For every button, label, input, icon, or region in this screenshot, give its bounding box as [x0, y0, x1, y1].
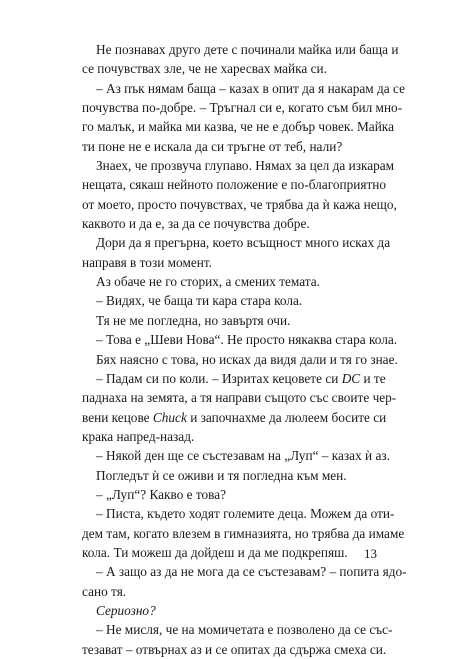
text-line: каквото и да е, за да се почувства добре. [82, 216, 310, 232]
text-line: паднаха на земята, а тя направи същото със своите чер- [82, 390, 397, 406]
text-line [82, 408, 387, 427]
text-line: почувства по-добре. – Тръгнал си е, когато съм бил мно- [82, 100, 403, 116]
text-line: ти поне не е искала да си тръгне от теб, нали? [82, 138, 343, 154]
text-line: дем там, когато влезем в гимназията, но трябва да имаме [82, 525, 405, 541]
text-line: го малък, и майка ми казва, че не е добър човек. Майка [82, 119, 394, 135]
text-span: и започнахме да люлеем босите си [186, 409, 387, 425]
text-line: от моето, просто почувствах, че трябва да ѝ кажа нещо, [82, 196, 397, 212]
text-line: тезават – отвърнах аз и се опитах да сдържа смеха си. [82, 641, 387, 657]
text-line: Не познавах друго дете с починали майка или баща и [96, 42, 399, 57]
italic-text: DC [341, 370, 361, 386]
text-span: и те [360, 370, 386, 386]
text-line: Тя не ме погледна, но завъртя очи. [96, 312, 291, 328]
text-line [82, 369, 386, 388]
text-line: Погледът ѝ се оживи и тя погледна към мен. [96, 467, 347, 483]
text-line: – Аз пък нямам баща – казах в опит да я накарам да се [96, 80, 405, 96]
text-line: Дори да я прегърна, което всъщност много исках да [96, 235, 391, 251]
text-line: Бях наясно с това, но исках да видя дали и тя го знае. [96, 351, 398, 367]
text-line: Знаех, че прозвуча глупаво. Нямах за цел да изкарам [96, 158, 395, 174]
text-line: се почувствах зле, че не харесвах майка си. [82, 61, 327, 77]
text-line: – Писта, където ходят големите деца. Можем да оти- [96, 506, 395, 522]
text-line: сано тя. [82, 583, 127, 599]
text-span: вени кецове [82, 409, 153, 425]
text-line: – Не мисля, че на момичетата е позволено да се със- [96, 622, 393, 638]
text-line [82, 601, 374, 620]
italic-text: Chuck [152, 409, 187, 425]
text-line: – А защо аз да не мога да се състезавам? – попита ядо- [96, 564, 407, 580]
text-line: – Някой ден ще се състезавам на „Луп“ – казах ѝ аз. [96, 448, 390, 464]
italic-text: Сериозно? [96, 602, 156, 618]
text-line: – „Луп“? Какво е това? [96, 486, 227, 502]
text-span: – Падам си по коли. – Изритах кецовете си [96, 370, 342, 386]
text-line: нещата, сякаш нейното положение е по-благоприятно [82, 177, 387, 193]
text-line: Аз обаче не го сторих, а смених темата. [96, 274, 321, 290]
page-number: 13 [364, 546, 377, 561]
text-line: крака напред-назад. [82, 428, 195, 444]
text-line: – Това е „Шеви Нова“. Не просто някаква стара кола. [96, 332, 398, 348]
text-line: – Видях, че баща ти кара стара кола. [96, 293, 303, 309]
body-text [82, 40, 407, 659]
text-line: направя в този момент. [82, 254, 213, 270]
text-line: кола. Ти можеш да дойдеш и да ме подкрепяш. [82, 544, 348, 560]
